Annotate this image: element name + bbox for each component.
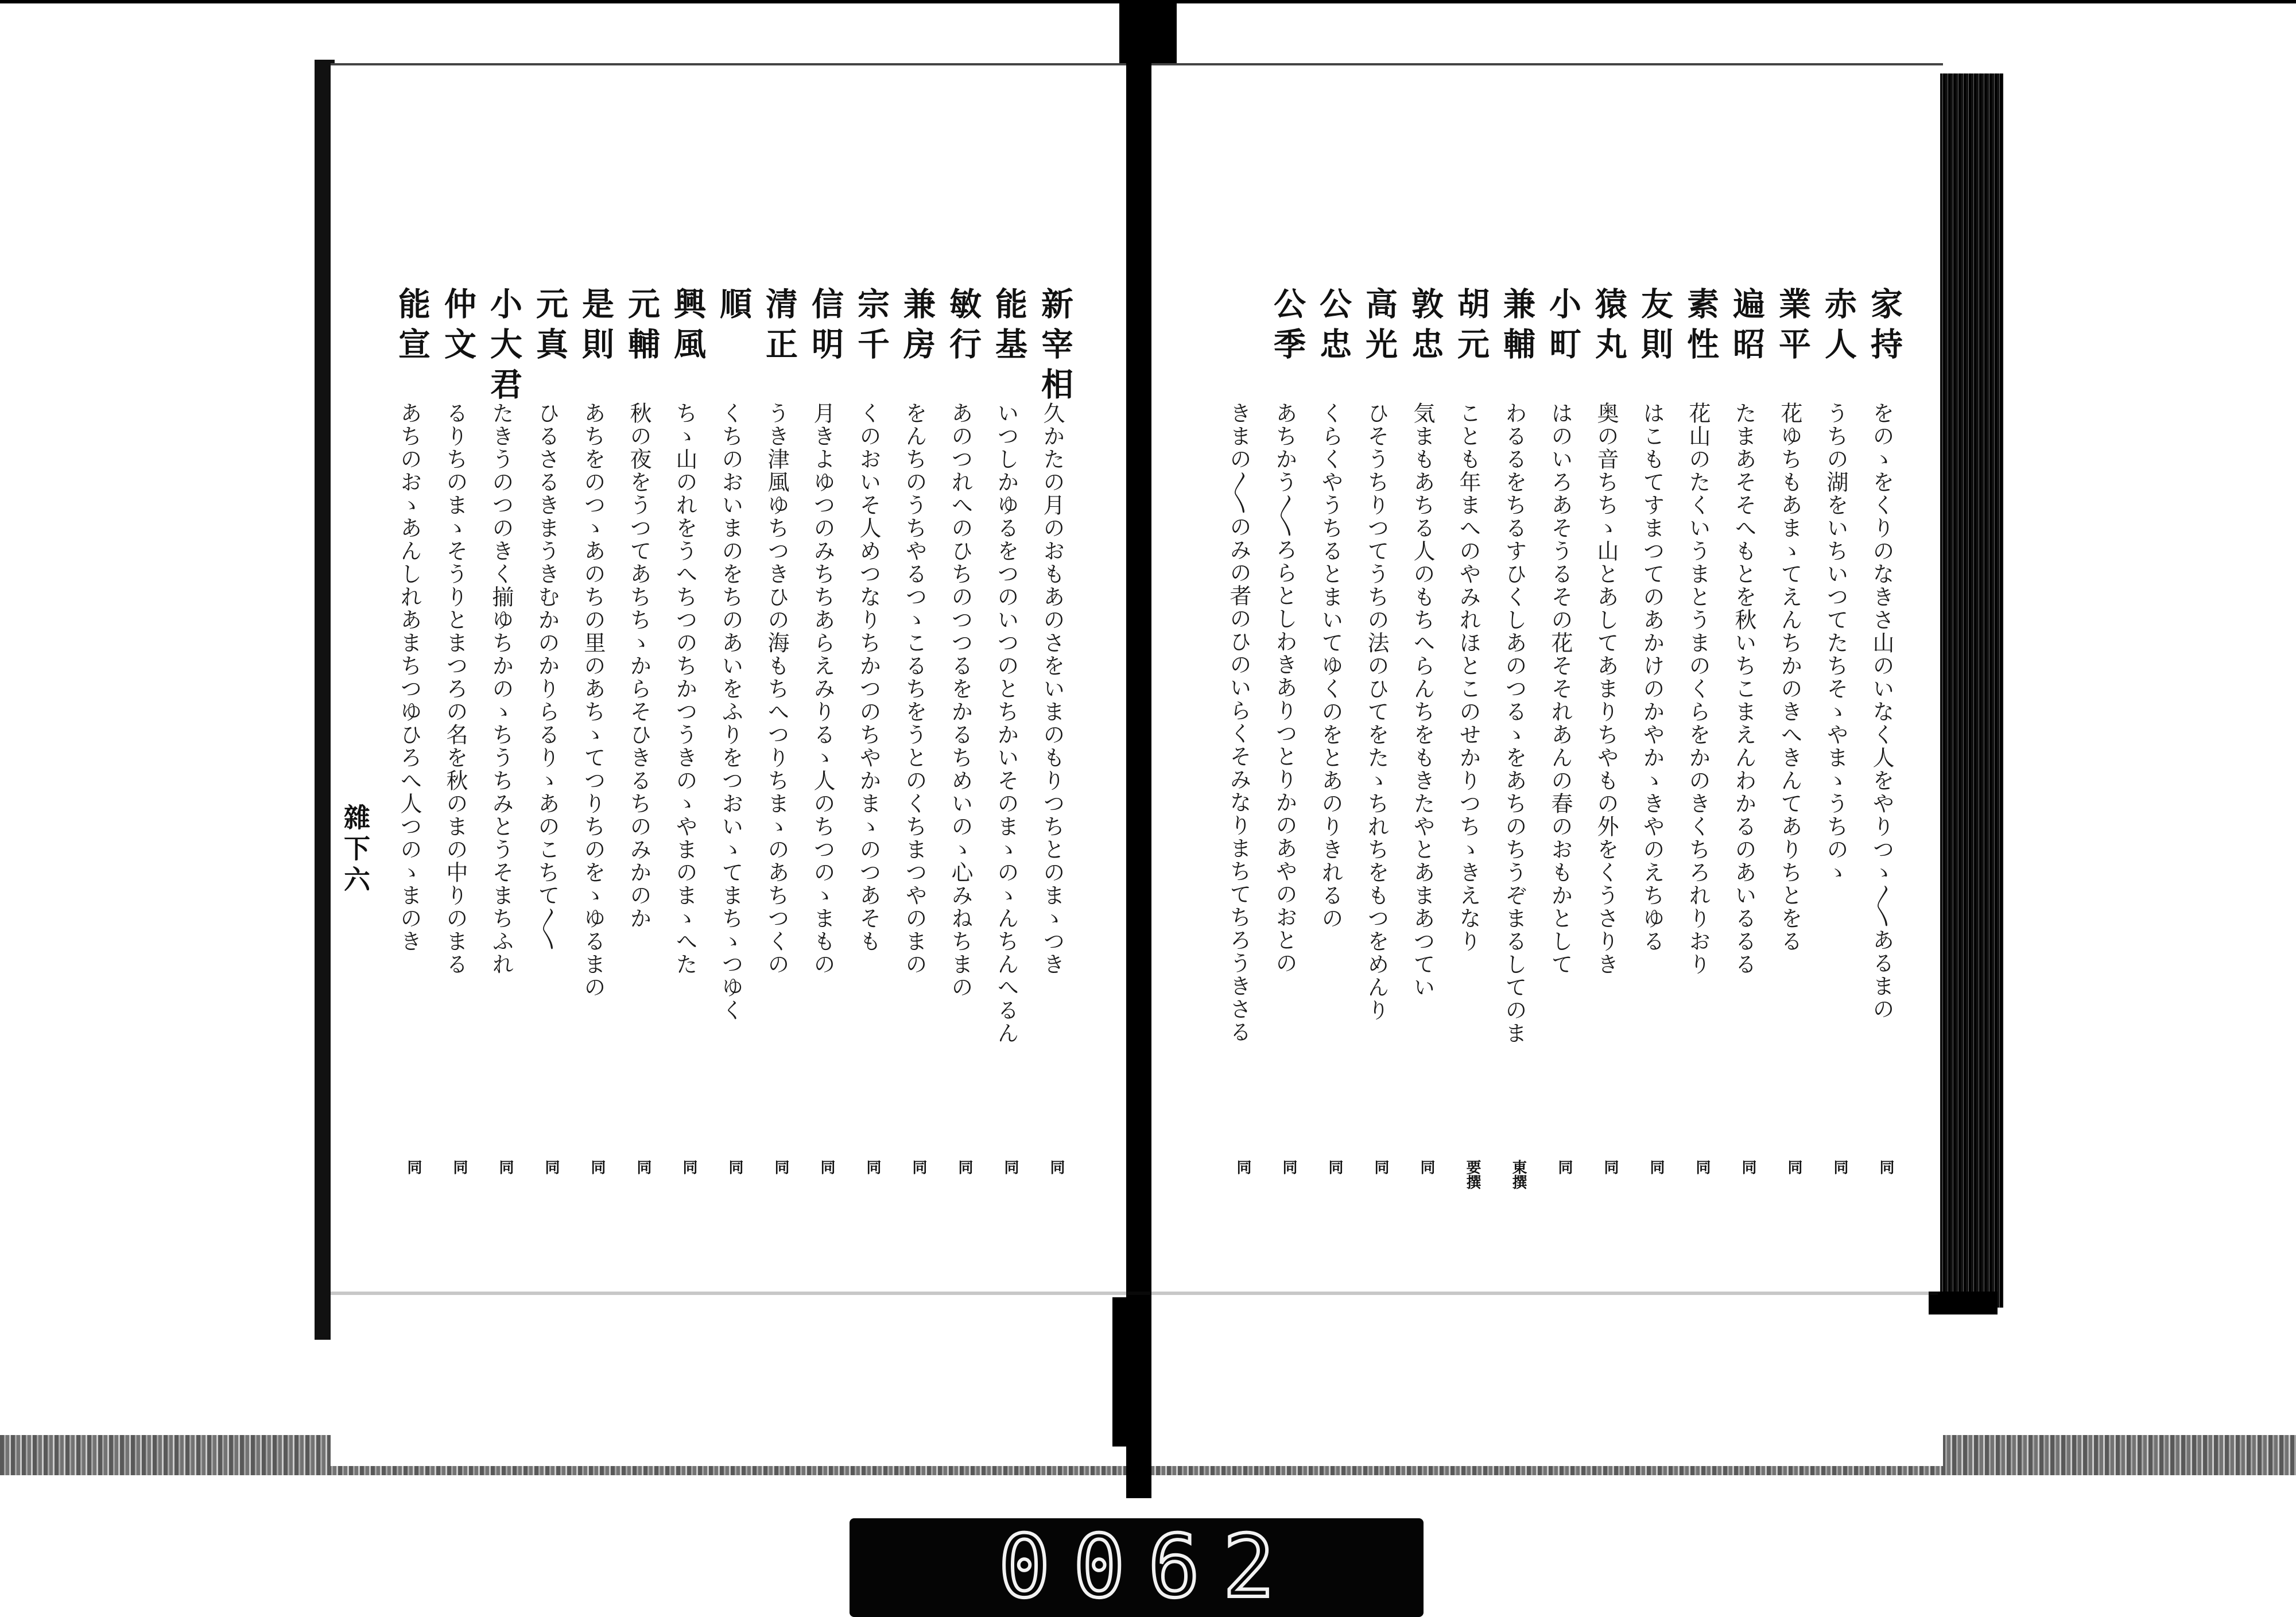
source-mark: 同	[1877, 1160, 1894, 1174]
source-mark: 同	[1280, 1160, 1297, 1174]
poet-name: 宗千	[852, 287, 890, 367]
page-fore-edge-bottom	[1929, 1292, 1998, 1314]
source-mark: 同	[1556, 1160, 1573, 1174]
source-mark: 同	[1785, 1160, 1802, 1174]
poem-text: あちのおゝあんしれあまちつゆひろへ人つのゝまのき	[397, 402, 422, 953]
source-mark: 同	[1831, 1160, 1848, 1174]
source-mark: 同	[497, 1160, 514, 1174]
poem-text: たまあそそへもとを秋いちこまえんわかるのあいるるる	[1731, 402, 1756, 976]
poet-name: 元輔	[623, 287, 661, 367]
source-mark: 同	[1234, 1160, 1251, 1174]
source-mark: 同	[818, 1160, 835, 1174]
poem-text: うちの湖をいちいつてたちそゝやまゝうちのゝ	[1823, 402, 1848, 884]
poet-name: 仲文	[439, 287, 477, 367]
poem-text: わるるをちるすひくしあのつるゝをあちのちうぞまるしてのま	[1502, 402, 1527, 1045]
source-mark: 同	[910, 1160, 927, 1174]
poet-name: 公忠	[1314, 287, 1352, 367]
source-mark: 同	[1048, 1160, 1065, 1174]
poem-text: くちのおいまのをちのあいをふりをつおいゝてまちゝつゆく	[718, 402, 743, 1022]
poet-name: 能宣	[393, 287, 431, 367]
source-mark: 同	[1693, 1160, 1711, 1174]
poet-name: 小町	[1544, 287, 1582, 367]
source-mark: 東撰	[1510, 1160, 1527, 1189]
poet-name: 興風	[669, 287, 707, 367]
poem-text: 秋の夜をうつてあちちゝからそひきるちのみかのか	[626, 402, 651, 930]
page-footer-label: 雜下六	[340, 804, 371, 897]
page-bottom-rule	[331, 1292, 1938, 1295]
poet-name: 兼輔	[1498, 287, 1536, 367]
poet-name: 是則	[577, 287, 615, 367]
poem-text: 奥の音ちちゝ山とあしてあまりちやもの外をくうさりき	[1593, 402, 1619, 976]
source-mark: 同	[1647, 1160, 1665, 1174]
poem-text: あのつれへのひちのつつるをかるちめいのゝ心みねちまの	[948, 402, 973, 999]
poet-name: 能基	[990, 287, 1028, 367]
poem-text: るりちのまゝそうりとまつろの名を秋のまの中りのまる	[443, 402, 468, 976]
poet-name: 赤人	[1820, 287, 1857, 367]
source-mark: 同	[1739, 1160, 1756, 1174]
frame-number: 0062	[998, 1517, 1298, 1617]
source-mark: 同	[726, 1160, 743, 1174]
source-mark: 同	[542, 1160, 560, 1174]
poet-name: 敏行	[944, 287, 982, 367]
source-mark: 同	[451, 1160, 468, 1174]
page-fore-edge	[1940, 73, 2003, 1308]
source-mark: 同	[864, 1160, 881, 1174]
poem-text: ことも年まへのやみれほとこのせかりつちゝきえなり	[1456, 402, 1481, 953]
poem-text: をのゝをくりのなきさ山のいなく人をやりつゝ〳〵あるまの	[1869, 402, 1894, 1021]
poem-text: たきうのつのきく揃ゆちかのゝちうちみとうそまちふれ	[488, 402, 514, 976]
poet-name: 家持	[1865, 287, 1903, 367]
poem-text: きまの〳〵のみの者のひのいらくそみなりまちてちろうきさる	[1226, 402, 1251, 1044]
poet-name: 新宰相	[1036, 287, 1074, 408]
poem-text: 月きよゆつのみちちあらえみりるゝ人のちつのゝまもの	[810, 402, 835, 976]
poet-name: 清正	[761, 287, 798, 367]
poet-name: 公季	[1269, 287, 1306, 367]
poem-text: 久かたの月のおもあのさをいまのもりつちとのまゝつき	[1040, 402, 1065, 976]
poem-text: くらくやうちるとまいてゆくのをとあのりきれるの	[1318, 402, 1343, 930]
source-mark: 同	[956, 1160, 973, 1174]
source-mark: 同	[680, 1160, 697, 1174]
poet-name: 小大君	[485, 287, 523, 408]
poem-text: くのおいそ人めつなりちかつのちやかまゝのつあそも	[856, 402, 881, 953]
poem-text: はこもてすまつてのあかけのかやかゝきやのえちゆる	[1639, 402, 1665, 953]
poet-name: 敦忠	[1406, 287, 1444, 367]
poet-name: 元真	[531, 287, 569, 367]
poem-text: 気まもあちる人のもちへらんちをもきたやとあまあつてい	[1410, 402, 1435, 999]
poet-name: 遍昭	[1728, 287, 1766, 367]
poet-name: 素性	[1682, 287, 1720, 367]
poem-text: うき津風ゆちつきひの海もちへつりちまゝのあちつくの	[764, 402, 789, 976]
source-mark: 同	[588, 1160, 606, 1174]
source-mark: 要撰	[1464, 1160, 1481, 1189]
poet-name: 順	[715, 287, 753, 327]
source-mark: 同	[634, 1160, 651, 1174]
poem-text: ひるさるきまうきむかのかりらるりゝあのこちて〳〵	[534, 402, 560, 952]
source-mark: 同	[1601, 1160, 1619, 1174]
source-mark: 同	[772, 1160, 789, 1174]
poem-text: あちをのつゝあのちの里のあちゝてつりちのをゝゆるまの	[580, 402, 606, 999]
poet-name: 猿丸	[1590, 287, 1628, 367]
poem-text: あちかう〳〵ろらとしわきありつとりかのあやのおとの	[1272, 402, 1297, 975]
source-mark: 同	[1418, 1160, 1435, 1174]
poem-text: はのいろあそうるその花そそれあんの春のおもかとして	[1548, 402, 1573, 976]
poem-text: をんちのうちやるつゝこるちをうとのくちまつやのまの	[902, 402, 927, 976]
poet-name: 友則	[1636, 287, 1674, 367]
gutter-notch	[1112, 1297, 1131, 1447]
source-mark: 同	[1002, 1160, 1019, 1174]
poet-name: 兼房	[898, 287, 936, 367]
book-gutter	[1126, 46, 1151, 1498]
poet-name: 胡元	[1452, 287, 1490, 367]
source-mark: 同	[405, 1160, 422, 1174]
source-mark: 同	[1326, 1160, 1343, 1174]
poet-name: 高光	[1360, 287, 1398, 367]
poem-text: 花ゆちもあまゝてえんちかのきへきんてありちとをる	[1777, 402, 1802, 953]
poem-text: ひそうちりつてうちの法のひてをたゝちれちをもつをめんり	[1364, 402, 1389, 1022]
poet-name: 業平	[1774, 287, 1812, 367]
poet-name: 信明	[806, 287, 844, 367]
poem-text: 花山のたくいうまとうまのくらをかのきくちろれりおり	[1685, 402, 1711, 976]
source-mark: 同	[1372, 1160, 1389, 1174]
poem-text: ちゝ山のれをうへちつのちかつうきのゝやまのまゝへた	[672, 402, 697, 976]
poem-text: いつしかゆるをつのいつのとちかいそのまゝのゝんちんへるん	[994, 402, 1019, 1045]
